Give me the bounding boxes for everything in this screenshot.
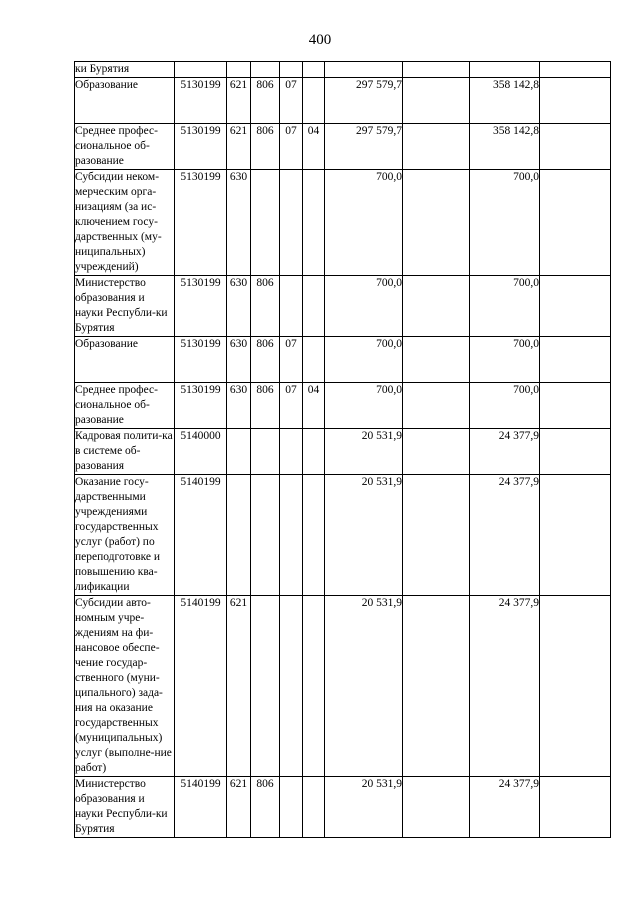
row-vd-cell: 806 (251, 777, 280, 838)
row-empty-cell (403, 276, 470, 337)
row-amount-1-cell: 297 579,7 (325, 78, 403, 124)
row-amount-1-cell: 20 531,9 (325, 429, 403, 475)
row-vr-cell: 630 (227, 276, 251, 337)
row-empty-cell (403, 383, 470, 429)
row-rz-cell: 07 (280, 124, 303, 170)
row-empty-cell (540, 429, 611, 475)
row-name-cell: Среднее профес-сиональное об-разование (75, 383, 175, 429)
row-csr-cell (175, 62, 227, 78)
row-pr-cell: 04 (303, 383, 325, 429)
row-name-cell: Среднее профес-сиональное об-разование (75, 124, 175, 170)
row-vr-cell (227, 475, 251, 596)
row-amount-2-cell: 24 377,9 (470, 596, 540, 777)
row-empty-cell (403, 475, 470, 596)
row-vr-cell (227, 62, 251, 78)
row-vd-cell (251, 429, 280, 475)
row-name-cell: Образование (75, 337, 175, 383)
row-amount-2-cell (470, 62, 540, 78)
table-row (75, 62, 611, 78)
row-vr-cell: 630 (227, 383, 251, 429)
row-empty-cell (540, 383, 611, 429)
row-vd-cell (251, 475, 280, 596)
row-vr-cell: 630 (227, 170, 251, 276)
row-amount-1-cell: 700,0 (325, 276, 403, 337)
row-pr-cell (303, 170, 325, 276)
row-rz-cell (280, 170, 303, 276)
row-vd-cell: 806 (251, 124, 280, 170)
row-empty-cell (540, 337, 611, 383)
row-csr-cell: 5130199 (175, 337, 227, 383)
row-rz-cell: 07 (280, 383, 303, 429)
row-pr-cell (303, 777, 325, 838)
row-vr-cell: 621 (227, 596, 251, 777)
row-csr-cell: 5130199 (175, 124, 227, 170)
row-vr-cell: 621 (227, 124, 251, 170)
row-amount-1-cell: 20 531,9 (325, 596, 403, 777)
budget-table (74, 61, 611, 838)
row-rz-cell (280, 429, 303, 475)
row-amount-1-cell: 700,0 (325, 383, 403, 429)
row-amount-2-cell: 700,0 (470, 337, 540, 383)
row-amount-2-cell: 700,0 (470, 383, 540, 429)
table-row (75, 337, 611, 383)
row-amount-2-cell: 358 142,8 (470, 78, 540, 124)
row-name-cell: Субсидии авто-номным учре-ждениям на фи-нансовое обеспе-чение государ-ственного (муни-ципального) зада-ния на оказание государственных (муниципальных) услуг (выполне-ние работ) (75, 596, 175, 777)
row-name-cell: Образование (75, 78, 175, 124)
table-row (75, 429, 611, 475)
row-vd-cell: 806 (251, 78, 280, 124)
row-name-cell: Министерство образования и науки Республи-ки Бурятия (75, 276, 175, 337)
row-pr-cell (303, 78, 325, 124)
row-pr-cell (303, 475, 325, 596)
row-vr-cell: 621 (227, 78, 251, 124)
page-number: 400 (308, 32, 332, 48)
row-vd-cell (251, 596, 280, 777)
row-empty-cell (403, 429, 470, 475)
row-empty-cell (540, 475, 611, 596)
table-row (75, 383, 611, 429)
row-vd-cell (251, 62, 280, 78)
row-csr-cell: 5130199 (175, 78, 227, 124)
row-empty-cell (403, 596, 470, 777)
row-amount-2-cell: 358 142,8 (470, 124, 540, 170)
row-pr-cell (303, 62, 325, 78)
table-row (75, 777, 611, 838)
row-empty-cell (540, 596, 611, 777)
row-pr-cell (303, 276, 325, 337)
table-row (75, 170, 611, 276)
row-pr-cell (303, 337, 325, 383)
row-csr-cell: 5130199 (175, 170, 227, 276)
row-amount-2-cell: 700,0 (470, 276, 540, 337)
row-vd-cell: 806 (251, 383, 280, 429)
table-row (75, 124, 611, 170)
row-pr-cell: 04 (303, 124, 325, 170)
row-empty-cell (403, 124, 470, 170)
row-amount-1-cell: 700,0 (325, 170, 403, 276)
row-amount-1-cell (325, 62, 403, 78)
table-row (75, 596, 611, 777)
row-rz-cell (280, 62, 303, 78)
row-empty-cell (403, 777, 470, 838)
row-name-cell: Кадровая полити-ка в системе об-разования (75, 429, 175, 475)
table-row (75, 475, 611, 596)
row-empty-cell (540, 78, 611, 124)
row-vd-cell: 806 (251, 276, 280, 337)
row-vd-cell (251, 170, 280, 276)
row-csr-cell: 5130199 (175, 383, 227, 429)
row-pr-cell (303, 429, 325, 475)
row-amount-1-cell: 700,0 (325, 337, 403, 383)
row-rz-cell: 07 (280, 78, 303, 124)
row-name-cell: Оказание госу-дарственными учреждениями государственных услуг (работ) по переподготовке и повышению ква-лификации (75, 475, 175, 596)
row-empty-cell (540, 62, 611, 78)
row-csr-cell: 5140000 (175, 429, 227, 475)
row-csr-cell: 5140199 (175, 475, 227, 596)
row-name-cell: Субсидии неком-мерческим орга-низациям (за ис-ключением госу-дарственных (му-ниципальных) учреждений) (75, 170, 175, 276)
table-row (75, 78, 611, 124)
row-vd-cell: 806 (251, 337, 280, 383)
row-pr-cell (303, 596, 325, 777)
row-name-cell: ки Бурятия (75, 62, 175, 78)
row-vr-cell: 621 (227, 777, 251, 838)
row-amount-2-cell: 24 377,9 (470, 429, 540, 475)
row-csr-cell: 5130199 (175, 276, 227, 337)
row-amount-2-cell: 700,0 (470, 170, 540, 276)
row-vr-cell (227, 429, 251, 475)
row-empty-cell (540, 124, 611, 170)
row-empty-cell (403, 170, 470, 276)
row-rz-cell (280, 596, 303, 777)
row-empty-cell (540, 276, 611, 337)
row-rz-cell (280, 475, 303, 596)
row-rz-cell (280, 276, 303, 337)
row-empty-cell (403, 337, 470, 383)
row-rz-cell: 07 (280, 337, 303, 383)
row-rz-cell (280, 777, 303, 838)
row-vr-cell: 630 (227, 337, 251, 383)
row-amount-1-cell: 20 531,9 (325, 777, 403, 838)
row-empty-cell (403, 78, 470, 124)
row-csr-cell: 5140199 (175, 777, 227, 838)
row-amount-2-cell: 24 377,9 (470, 777, 540, 838)
row-amount-1-cell: 20 531,9 (325, 475, 403, 596)
row-csr-cell: 5140199 (175, 596, 227, 777)
row-empty-cell (403, 62, 470, 78)
row-empty-cell (540, 777, 611, 838)
row-amount-1-cell: 297 579,7 (325, 124, 403, 170)
row-amount-2-cell: 24 377,9 (470, 475, 540, 596)
row-name-cell: Министерство образования и науки Республи-ки Бурятия (75, 777, 175, 838)
table-row (75, 276, 611, 337)
row-empty-cell (540, 170, 611, 276)
